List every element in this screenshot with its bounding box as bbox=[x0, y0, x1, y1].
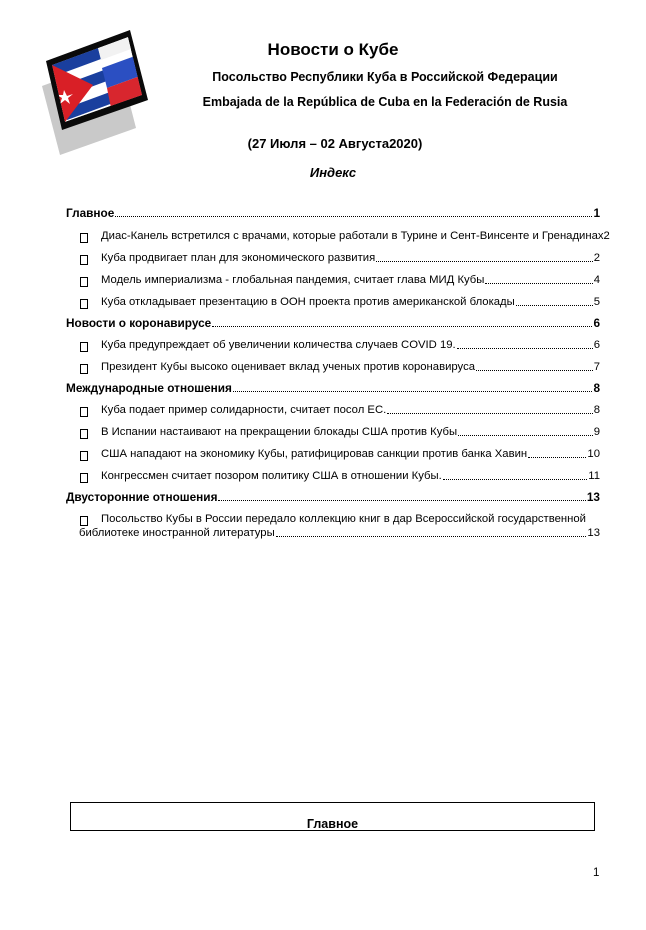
toc-item-label: Конгрессмен считает позором политику США в отношении Кубы. bbox=[101, 470, 442, 482]
embassy-name-es: Embajada de la República de Cuba en la Federación de Rusia bbox=[202, 95, 568, 109]
toc-item[interactable] bbox=[80, 469, 600, 483]
missing-glyph-box-icon bbox=[80, 407, 88, 417]
toc-section-bilateral[interactable] bbox=[66, 490, 600, 504]
toc-leader bbox=[115, 216, 592, 217]
toc-item[interactable] bbox=[80, 251, 600, 265]
toc-item-label: Куба продвигает план для экономического развития bbox=[101, 252, 376, 264]
toc-page-number: 6 bbox=[593, 316, 600, 330]
section-heading-box: Главное bbox=[70, 802, 595, 831]
missing-glyph-box-icon bbox=[80, 516, 88, 526]
toc-page-number: 10 bbox=[587, 448, 600, 460]
toc-item[interactable] bbox=[80, 360, 600, 374]
toc-page-number: 11 bbox=[588, 470, 600, 482]
newsletter-title: Новости о Кубе bbox=[267, 40, 399, 59]
toc-page-number: 2 bbox=[603, 230, 610, 242]
toc-item-label: Куба откладывает презентацию в ООН проекта против американской блокады bbox=[101, 296, 515, 308]
date-range: (27 Июля – 02 Августа2020) bbox=[247, 136, 423, 151]
missing-glyph-box-icon bbox=[80, 277, 88, 287]
missing-glyph-box-icon bbox=[80, 429, 88, 439]
toc-section-label: Новости о коронавирусе bbox=[66, 316, 212, 330]
missing-glyph-box-icon bbox=[80, 255, 88, 265]
toc-leader bbox=[528, 457, 586, 458]
toc-item-label: Модель империализма - глобальная пандемия, считает глава МИД Кубы bbox=[101, 274, 485, 286]
toc-leader bbox=[458, 435, 593, 436]
toc-section-main[interactable] bbox=[66, 206, 600, 220]
missing-glyph-box-icon bbox=[80, 233, 88, 243]
toc-leader bbox=[443, 479, 588, 480]
missing-glyph-box-icon bbox=[80, 342, 88, 352]
toc-page-number: 2 bbox=[593, 252, 600, 264]
toc-item-label: Куба подает пример солидарности, считает посол ЕС. bbox=[101, 404, 387, 416]
toc-section-international[interactable] bbox=[66, 381, 600, 395]
toc-item[interactable] bbox=[80, 447, 600, 461]
toc-leader bbox=[212, 326, 592, 327]
index-heading: Индекс bbox=[309, 165, 357, 180]
toc-item-label-line1: Посольство Кубы в России передало коллекцию книг в дар Всероссийской государственной bbox=[101, 513, 586, 525]
toc-section-label: Двусторонние отношения bbox=[66, 490, 218, 504]
toc-page-number: 7 bbox=[593, 361, 600, 373]
toc-item[interactable] bbox=[80, 295, 600, 309]
toc-page-number: 9 bbox=[593, 426, 600, 438]
toc-section-label: Главное bbox=[66, 206, 115, 220]
toc-item-label: Президент Кубы высоко оценивает вклад ученых против коронавируса bbox=[101, 361, 475, 373]
toc-page-number: 6 bbox=[593, 339, 600, 351]
toc-section-coronavirus[interactable] bbox=[66, 316, 600, 330]
toc-leader bbox=[233, 391, 593, 392]
toc-leader bbox=[387, 413, 592, 414]
toc-page-number: 5 bbox=[593, 296, 600, 308]
toc-item[interactable] bbox=[80, 229, 610, 243]
toc-item[interactable] bbox=[80, 273, 600, 287]
toc-page-number: 4 bbox=[593, 274, 600, 286]
toc-leader bbox=[276, 536, 587, 537]
toc-leader bbox=[485, 283, 592, 284]
toc-page-number: 13 bbox=[586, 490, 600, 504]
toc-item-label-line2: библиотеке иностранной литературы bbox=[79, 527, 275, 539]
page-number: 1 bbox=[593, 867, 600, 879]
toc-item[interactable] bbox=[80, 512, 600, 540]
toc-item[interactable] bbox=[80, 403, 600, 417]
toc-leader bbox=[476, 370, 593, 371]
toc-leader bbox=[218, 500, 585, 501]
toc-item[interactable] bbox=[80, 338, 600, 352]
toc-item-label: Диас-Канель встретился с врачами, которые работали в Турине и Сент-Винсенте и Гренадинах bbox=[101, 230, 604, 242]
toc-leader bbox=[516, 305, 593, 306]
embassy-name-ru: Посольство Республики Куба в Российской Федерации bbox=[212, 70, 558, 84]
toc-page-number: 13 bbox=[587, 527, 600, 539]
missing-glyph-box-icon bbox=[80, 364, 88, 374]
toc-item-label: США нападают на экономику Кубы, ратифицировав санкции против банка Хавин bbox=[101, 448, 528, 460]
toc-item-label: Куба предупреждает об увеличении количества случаев COVID 19. bbox=[101, 339, 456, 351]
toc-leader bbox=[457, 348, 593, 349]
missing-glyph-box-icon bbox=[80, 473, 88, 483]
toc-page-number: 1 bbox=[593, 206, 600, 220]
toc-section-label: Международные отношения bbox=[66, 381, 232, 395]
toc-item-label: В Испании настаивают на прекращении блокады США против Кубы bbox=[101, 426, 458, 438]
missing-glyph-box-icon bbox=[80, 299, 88, 309]
toc-item[interactable] bbox=[80, 425, 600, 439]
toc-page-number: 8 bbox=[593, 381, 600, 395]
toc-leader bbox=[376, 261, 592, 262]
toc-page-number: 8 bbox=[593, 404, 600, 416]
missing-glyph-box-icon bbox=[80, 451, 88, 461]
